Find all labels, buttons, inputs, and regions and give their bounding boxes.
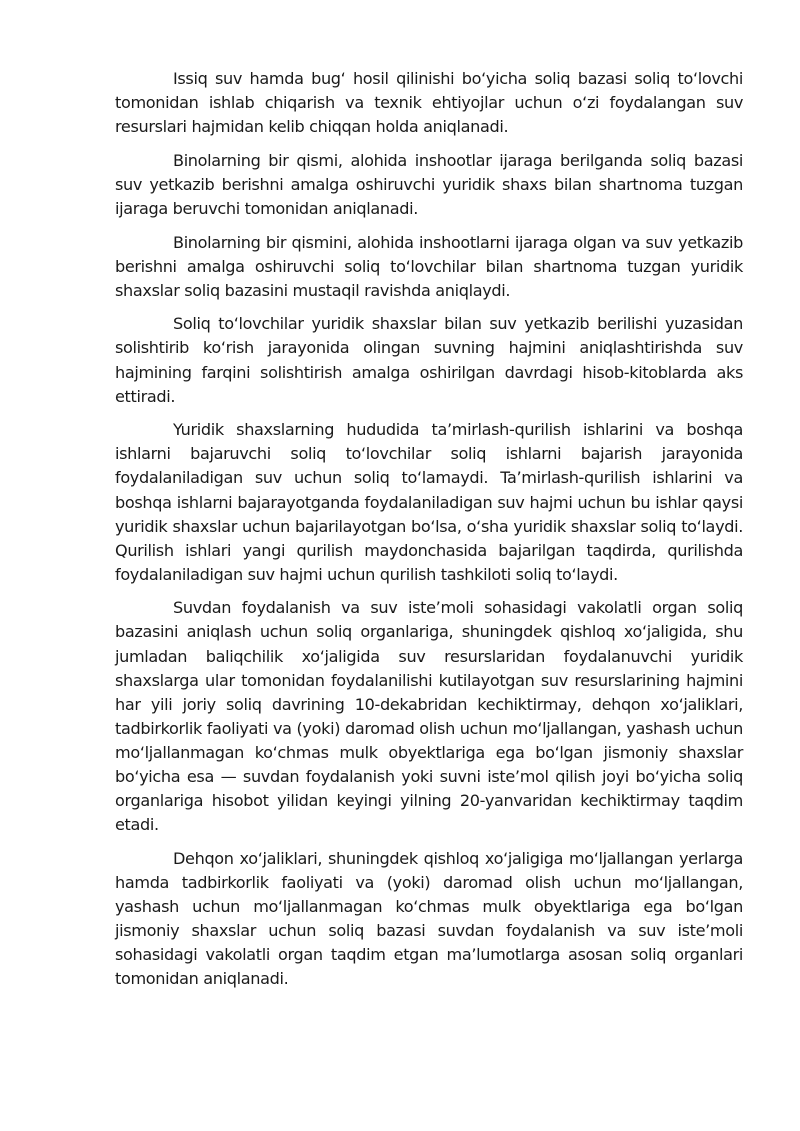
- paragraph: Binolarning bir qismi, alohida inshootlar ijaraga berilganda soliq bazasi suv yetkazib berishni amalga oshiruvchi yuridik shaxs bilan shartnoma tuzgan ijaraga beruvchi tomonidan aniqlanadi.: [115, 150, 743, 218]
- document-page: [115, 67, 743, 1001]
- paragraph: Dehqon xo‘jaliklari, shuningdek qishloq xo‘jaligiga mo‘ljallangan yerlarga hamda tadbirkorlik faoliyati va (yoki) daromad olish uchun mo‘ljallangan, yashash uchun mo‘ljallanmagan ko‘chmas mulk obyektlariga ega bo‘lgan jismoniy shaxslar uchun soliq bazasi suvdan foydalanish va suv iste’moli sohasidagi vakolatli organ taqdim etgan ma’lumotlarga asosan soliq organlari tomonidan aniqlanadi.: [115, 848, 743, 989]
- paragraph: Suvdan foydalanish va suv iste’moli sohasidagi vakolatli organ soliq bazasini aniqlash uchun soliq organlariga, shuningdek qishloq xo‘jaligida, shu jumladan baliqchilik xo‘jaligida suv resurslaridan foydalanuvchi yuridik shaxslarga ular tomonidan foydalanilishi kutilayotgan suv resurslarining hajmini har yili joriy soliq davrining 10-dekabridan kechiktirmay, dehqon xo‘jaliklari, tadbirkorlik faoliyati va (yoki) daromad olish uchun mo‘ljallangan, yashash uchun mo‘ljallanmagan ko‘chmas mulk obyektlariga ega bo‘lgan jismoniy shaxslar bo‘yicha esa — suvdan foydalanish yoki suvni iste’mol qilish joyi bo‘yicha soliq organlariga hisobot yilidan keyingi yilning 20-yanvaridan kechiktirmay taqdim etadi.: [115, 598, 743, 835]
- paragraph: Yuridik shaxslarning hududida ta’mirlash-qurilish ishlarini va boshqa ishlarni bajaruvchi soliq to‘lovchilar soliq ishlarni bajarish jarayonida foydalaniladigan suv uchun soliq to‘lamaydi. Ta’mirlash-qurilish ishlarini va boshqa ishlarni bajarayotganda foydalaniladigan suv hajmi uchun bu ishlar qaysi yuridik shaxslar uchun bajarilayotgan bo‘lsa, o‘sha yuridik shaxslar soliq to‘laydi. Qurilish ishlari yangi qurilish maydonchasida bajarilgan taqdirda, qurilishda foydalaniladigan suv hajmi uchun qurilish tashkiloti soliq to‘laydi.: [115, 420, 743, 584]
- paragraph: Soliq to‘lovchilar yuridik shaxslar bilan suv yetkazib berilishi yuzasidan solishtirib ko‘rish jarayonida olingan suvning hajmini aniqlashtirishda suv hajmining farqini solishtirish amalga oshirilgan davrdagi hisob-kitoblarda aks ettiradi.: [115, 314, 743, 406]
- paragraph: Binolarning bir qismini, alohida inshootlarni ijaraga olgan va suv yetkazib berishni amalga oshiruvchi soliq to‘lovchilar bilan shartnoma tuzgan yuridik shaxslar soliq bazasini mustaqil ravishda aniqlaydi.: [115, 232, 743, 300]
- paragraph: Issiq suv hamda bug‘ hosil qilinishi bo‘yicha soliq bazasi soliq to‘lovchi tomonidan ishlab chiqarish va texnik ehtiyojlar uchun o‘zi foydalangan suv resurslari hajmidan kelib chiqqan holda aniqlanadi.: [115, 69, 743, 137]
